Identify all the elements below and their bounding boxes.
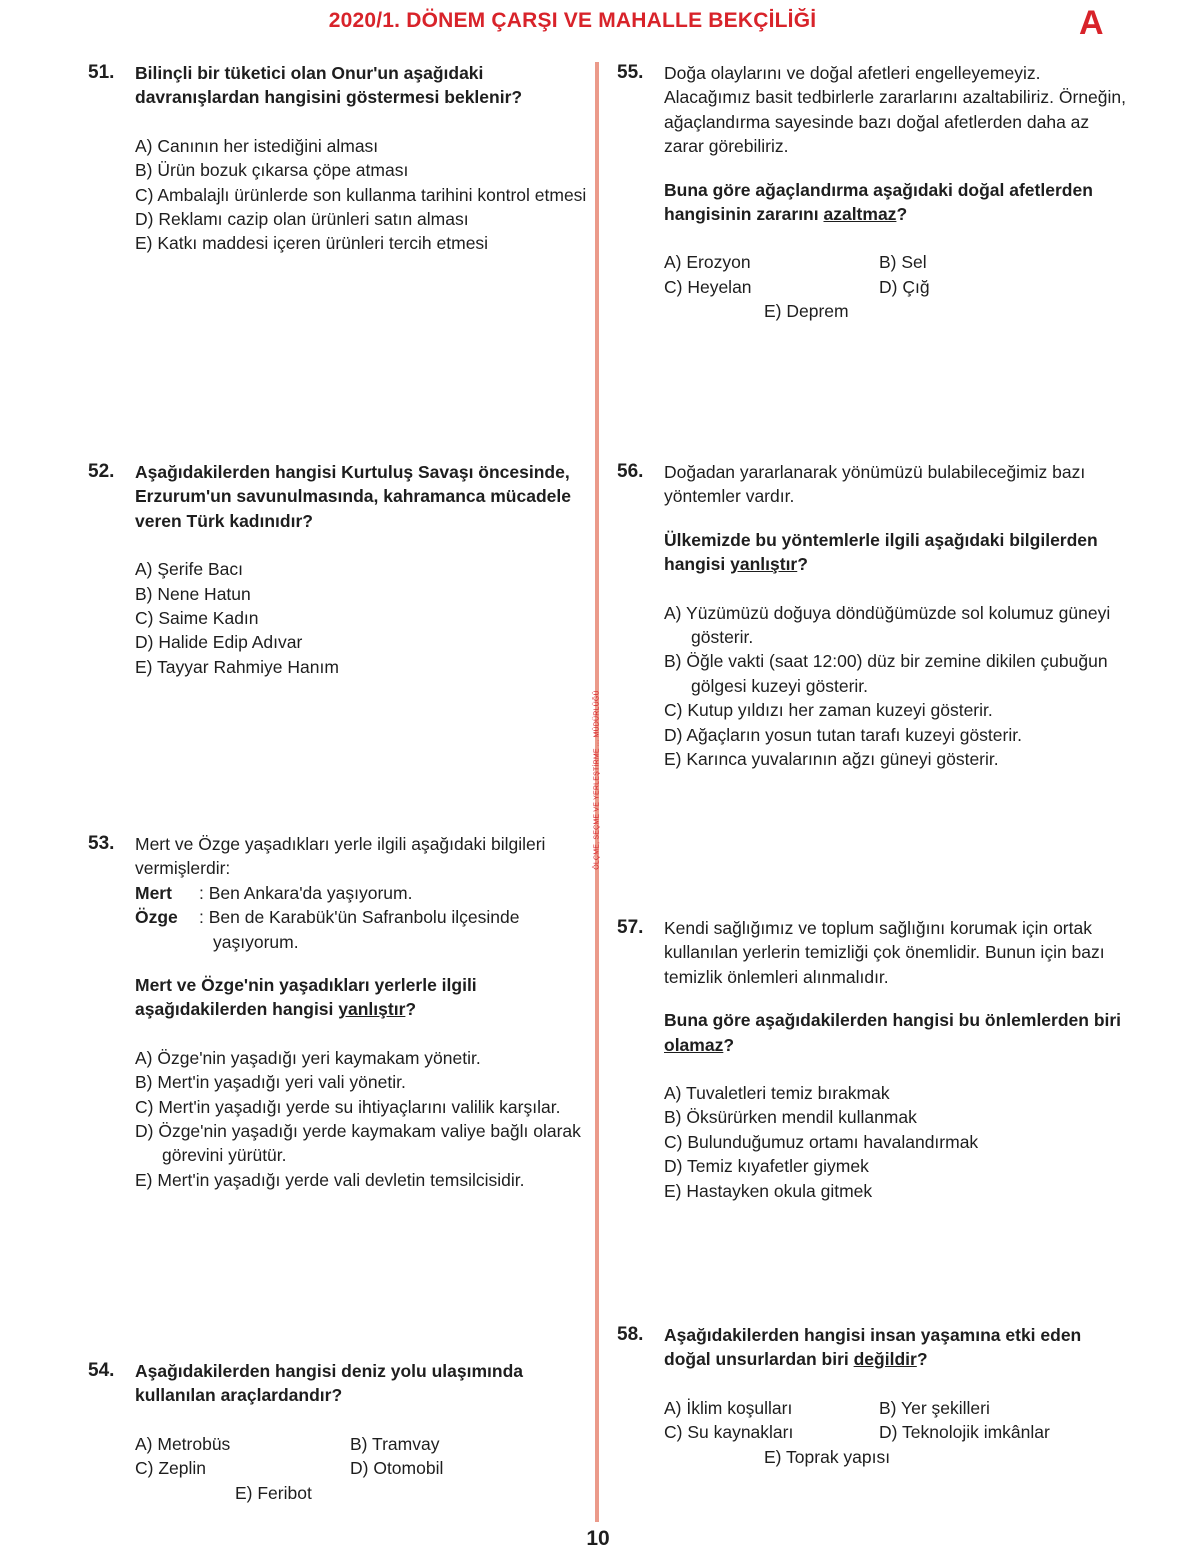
- option-c[interactable]: C) Ambalajlı ürünlerde son kullanma tarihini kontrol etmesi: [135, 184, 587, 205]
- booklet-type-badge: A: [1079, 4, 1104, 42]
- question-58: [617, 1323, 1127, 1469]
- page-header-title: 2020/1. DÖNEM ÇARŞI VE MAHALLE BEKÇİLİĞİ: [328, 9, 817, 32]
- option-a[interactable]: A) Metrobüs: [135, 1433, 231, 1454]
- answer-options: [135, 557, 588, 679]
- question-51: [88, 61, 588, 256]
- question-56: [617, 460, 1127, 771]
- speaker-text: : Ben Ankara'da yaşıyorum.: [199, 882, 413, 903]
- option-a[interactable]: A) Canının her istediğini alması: [135, 135, 379, 156]
- question-stem: Bilinçli bir tüketici olan Onur'un aşağıdaki davranışlardan hangisini göstermesi beklenir?: [135, 63, 523, 108]
- stem-text: Buna göre ağaçlandırma aşağıdaki doğal afetlerden hangisinin zararını: [664, 179, 1093, 225]
- option-d[interactable]: D) Özge'nin yaşadığı yerde kaymakam valiye bağlı olarak görevini yürütür.: [135, 1121, 581, 1166]
- option-a[interactable]: A) Şerife Bacı: [135, 559, 243, 580]
- option-c[interactable]: C) Saime Kadın: [135, 608, 259, 629]
- option-c[interactable]: C) Heyelan: [664, 276, 752, 297]
- option-b[interactable]: B) Öksürürken mendil kullanmak: [664, 1107, 917, 1128]
- option-e[interactable]: E) Feribot: [235, 1482, 312, 1503]
- dialogue-line-mert: [135, 881, 588, 905]
- question-number: 51.: [88, 62, 115, 83]
- option-c[interactable]: C) Bulunduğumuz ortamı havalandırmak: [664, 1131, 979, 1152]
- question-54: [88, 1359, 588, 1505]
- stem-keyword: olamaz: [664, 1034, 724, 1055]
- question-intro: Doğadan yararlanarak yönümüzü bulabileceğimiz bazı yöntemler vardır.: [664, 462, 1086, 507]
- speaker-text: : Ben de Karabük'ün Safranbolu ilçesinde yaşıyorum.: [199, 907, 520, 952]
- option-e[interactable]: E) Tayyar Rahmiye Hanım: [135, 656, 339, 677]
- option-d[interactable]: D) Reklamı cazip olan ürünleri satın alması: [135, 209, 469, 230]
- answer-options: [664, 601, 1127, 772]
- option-a[interactable]: A) İklim koşulları: [664, 1397, 793, 1418]
- option-e[interactable]: E) Katkı maddesi içeren ürünleri tercih etmesi: [135, 233, 489, 254]
- option-b[interactable]: B) Yer şekilleri: [879, 1397, 990, 1418]
- page-number: 10: [586, 1527, 610, 1550]
- question-53: [88, 832, 588, 1192]
- option-e[interactable]: E) Karınca yuvalarının ağzı güneyi gösterir.: [664, 749, 999, 770]
- option-a[interactable]: A) Özge'nin yaşadığı yeri kaymakam yönetir.: [135, 1047, 481, 1068]
- question-stem: [664, 1008, 1127, 1057]
- option-b[interactable]: B) Öğle vakti (saat 12:00) düz bir zemine dikilen çubuğun gölgesi kuzeyi gösterir.: [664, 651, 1108, 696]
- question-stem: Aşağıdakilerden hangisi deniz yolu ulaşımında kullanılan araçlardandır?: [135, 1361, 524, 1406]
- question-intro: Mert ve Özge yaşadıkları yerle ilgili aşağıdaki bilgileri vermişlerdir:: [135, 834, 546, 879]
- question-number: 56.: [617, 461, 644, 482]
- option-e[interactable]: E) Toprak yapısı: [764, 1446, 891, 1467]
- speaker-name: Mert: [135, 882, 172, 903]
- stem-end: ?: [405, 999, 417, 1020]
- question-stem: [664, 1323, 1127, 1372]
- stem-end: ?: [896, 204, 908, 225]
- option-c[interactable]: C) Zeplin: [135, 1458, 206, 1479]
- question-55: [617, 61, 1127, 324]
- option-d[interactable]: D) Çığ: [879, 276, 930, 297]
- stem-text: Buna göre aşağıdakilerden hangisi bu önlemlerden biri: [664, 1010, 1122, 1031]
- question-number: 54.: [88, 1360, 115, 1381]
- speaker-name: Özge: [135, 907, 178, 928]
- option-b[interactable]: B) Sel: [879, 252, 927, 273]
- option-d[interactable]: D) Otomobil: [350, 1458, 444, 1479]
- stem-end: ?: [723, 1034, 735, 1055]
- option-a[interactable]: A) Tuvaletleri temiz bırakmak: [664, 1083, 890, 1104]
- stem-text: Mert ve Özge'nin yaşadıkları yerlerle ilgili aşağıdakilerden hangisi: [135, 975, 477, 1020]
- question-number: 58.: [617, 1324, 644, 1345]
- stem-end: ?: [797, 554, 808, 575]
- answer-options: [664, 250, 1127, 299]
- question-number: 57.: [617, 917, 644, 938]
- option-c[interactable]: C) Kutup yıldızı her zaman kuzeyi gösterir.: [664, 700, 993, 721]
- option-c[interactable]: C) Su kaynakları: [664, 1422, 794, 1443]
- dialogue-line-ozge: [135, 905, 588, 954]
- stem-end: ?: [916, 1349, 928, 1370]
- question-stem: [664, 178, 1127, 227]
- question-number: 55.: [617, 62, 644, 83]
- stem-keyword: azaltmaz: [823, 204, 897, 225]
- option-d[interactable]: D) Teknolojik imkânlar: [879, 1422, 1050, 1443]
- stem-keyword: yanlıştır: [730, 554, 798, 575]
- option-b[interactable]: B) Ürün bozuk çıkarsa çöpe atması: [135, 160, 409, 181]
- stem-keyword: değildir: [853, 1349, 917, 1370]
- question-number: 52.: [88, 461, 115, 482]
- option-a[interactable]: A) Erozyon: [664, 252, 751, 273]
- stem-text: Ülkemizde bu yöntemlerle ilgili aşağıdaki bilgilerden hangisi: [664, 529, 1098, 575]
- answer-options: [664, 1081, 1127, 1203]
- option-d[interactable]: D) Ağaçların yosun tutan tarafı kuzeyi gösterir.: [664, 724, 1022, 745]
- option-d[interactable]: D) Temiz kıyafetler giymek: [664, 1156, 869, 1177]
- answer-options: [664, 1396, 1127, 1445]
- option-e[interactable]: E) Mert'in yaşadığı yerde vali devletin temsilcisidir.: [135, 1169, 525, 1190]
- question-number: 53.: [88, 833, 115, 854]
- question-intro: Doğa olaylarını ve doğal afetleri engelleyemeyiz. Alacağımız basit tedbirlerle zararlarını azaltabiliriz. Örneğin, ağaçlandırma sayesinde bazı doğal afetlerden daha az zarar görebiliriz.: [664, 63, 1126, 157]
- answer-options: [135, 1046, 588, 1192]
- question-stem: [664, 528, 1127, 577]
- option-d[interactable]: D) Halide Edip Adıvar: [135, 632, 303, 653]
- question-stem: Aşağıdakilerden hangisi Kurtuluş Savaşı öncesinde, Erzurum'un savunulmasında, kahramanca mücadele veren Türk kadınıdır?: [135, 462, 571, 531]
- option-a[interactable]: A) Yüzümüzü doğuya döndüğümüzde sol kolumuz güneyi gösterir.: [664, 602, 1111, 648]
- question-57: [617, 916, 1127, 1203]
- question-52: [88, 460, 588, 679]
- option-b[interactable]: B) Nene Hatun: [135, 583, 251, 604]
- stem-keyword: yanlıştır: [338, 999, 406, 1020]
- option-e[interactable]: E) Hastayken okula gitmek: [664, 1180, 873, 1201]
- question-stem: [135, 973, 588, 1022]
- stem-text: Aşağıdakilerden hangisi insan yaşamına etki eden doğal unsurlardan biri: [664, 1325, 1082, 1370]
- vertical-side-text: ÖLÇME, SEÇME VE YERLEŞTİRME ... MÜDÜRLÜĞÜ: [593, 690, 601, 870]
- option-b[interactable]: B) Tramvay: [350, 1433, 440, 1454]
- question-intro: Kendi sağlığımız ve toplum sağlığını korumak için ortak kullanılan yerlerin temizliği çok önemlidir. Bunun için bazı temizlik önlemleri alınmalıdır.: [664, 918, 1105, 987]
- option-b[interactable]: B) Mert'in yaşadığı yeri vali yönetir.: [135, 1072, 406, 1093]
- answer-options: [135, 1432, 588, 1481]
- answer-options: [135, 134, 588, 256]
- option-c[interactable]: C) Mert'in yaşadığı yerde su ihtiyaçlarını valilik karşılar.: [135, 1096, 561, 1117]
- option-e[interactable]: E) Deprem: [764, 301, 849, 322]
